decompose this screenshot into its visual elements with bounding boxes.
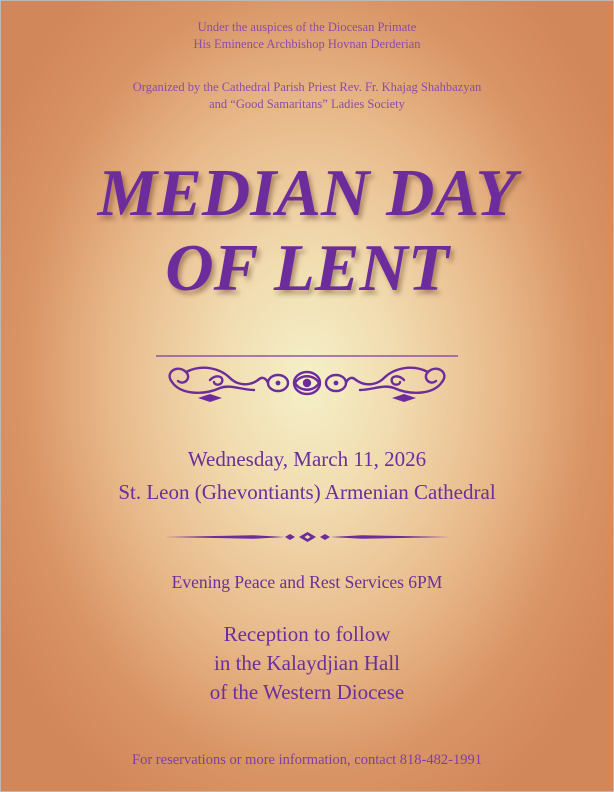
event-title-line-1: MEDIAN DAY — [97, 156, 517, 230]
reception-line-2: in the Kalaydjian Hall — [213, 651, 401, 675]
organizer-line-2: and “Good Samaritans” Ladies Society — [209, 97, 405, 111]
services-time: Evening Peace and Rest Services 6PM — [171, 572, 443, 592]
reception-block — [0, 620, 614, 707]
event-venue: St. Leon (Ghevontiants) Armenian Cathedral — [118, 480, 496, 504]
auspices-line-2: His Eminence Archbishop Hovnan Derderian — [193, 37, 421, 51]
flourish-ornament-icon — [150, 350, 464, 408]
diamond-divider-icon — [165, 531, 450, 543]
organizer-line-1: Organized by the Cathedral Parish Priest Rev. Fr. Khajag Shahbazyan — [132, 80, 482, 94]
contact-info: For reservations or more information, contact 818-482-1991 — [132, 752, 482, 768]
auspices-line-1: Under the auspices of the Diocesan Primate — [197, 20, 417, 34]
auspices-block — [0, 19, 614, 53]
event-title-line-2: OF LENT — [165, 231, 449, 305]
reception-line-3: of the Western Diocese — [209, 680, 405, 704]
organizer-block — [0, 79, 614, 113]
event-date: Wednesday, March 11, 2026 — [187, 447, 427, 471]
reception-line-1: Reception to follow — [223, 622, 391, 646]
